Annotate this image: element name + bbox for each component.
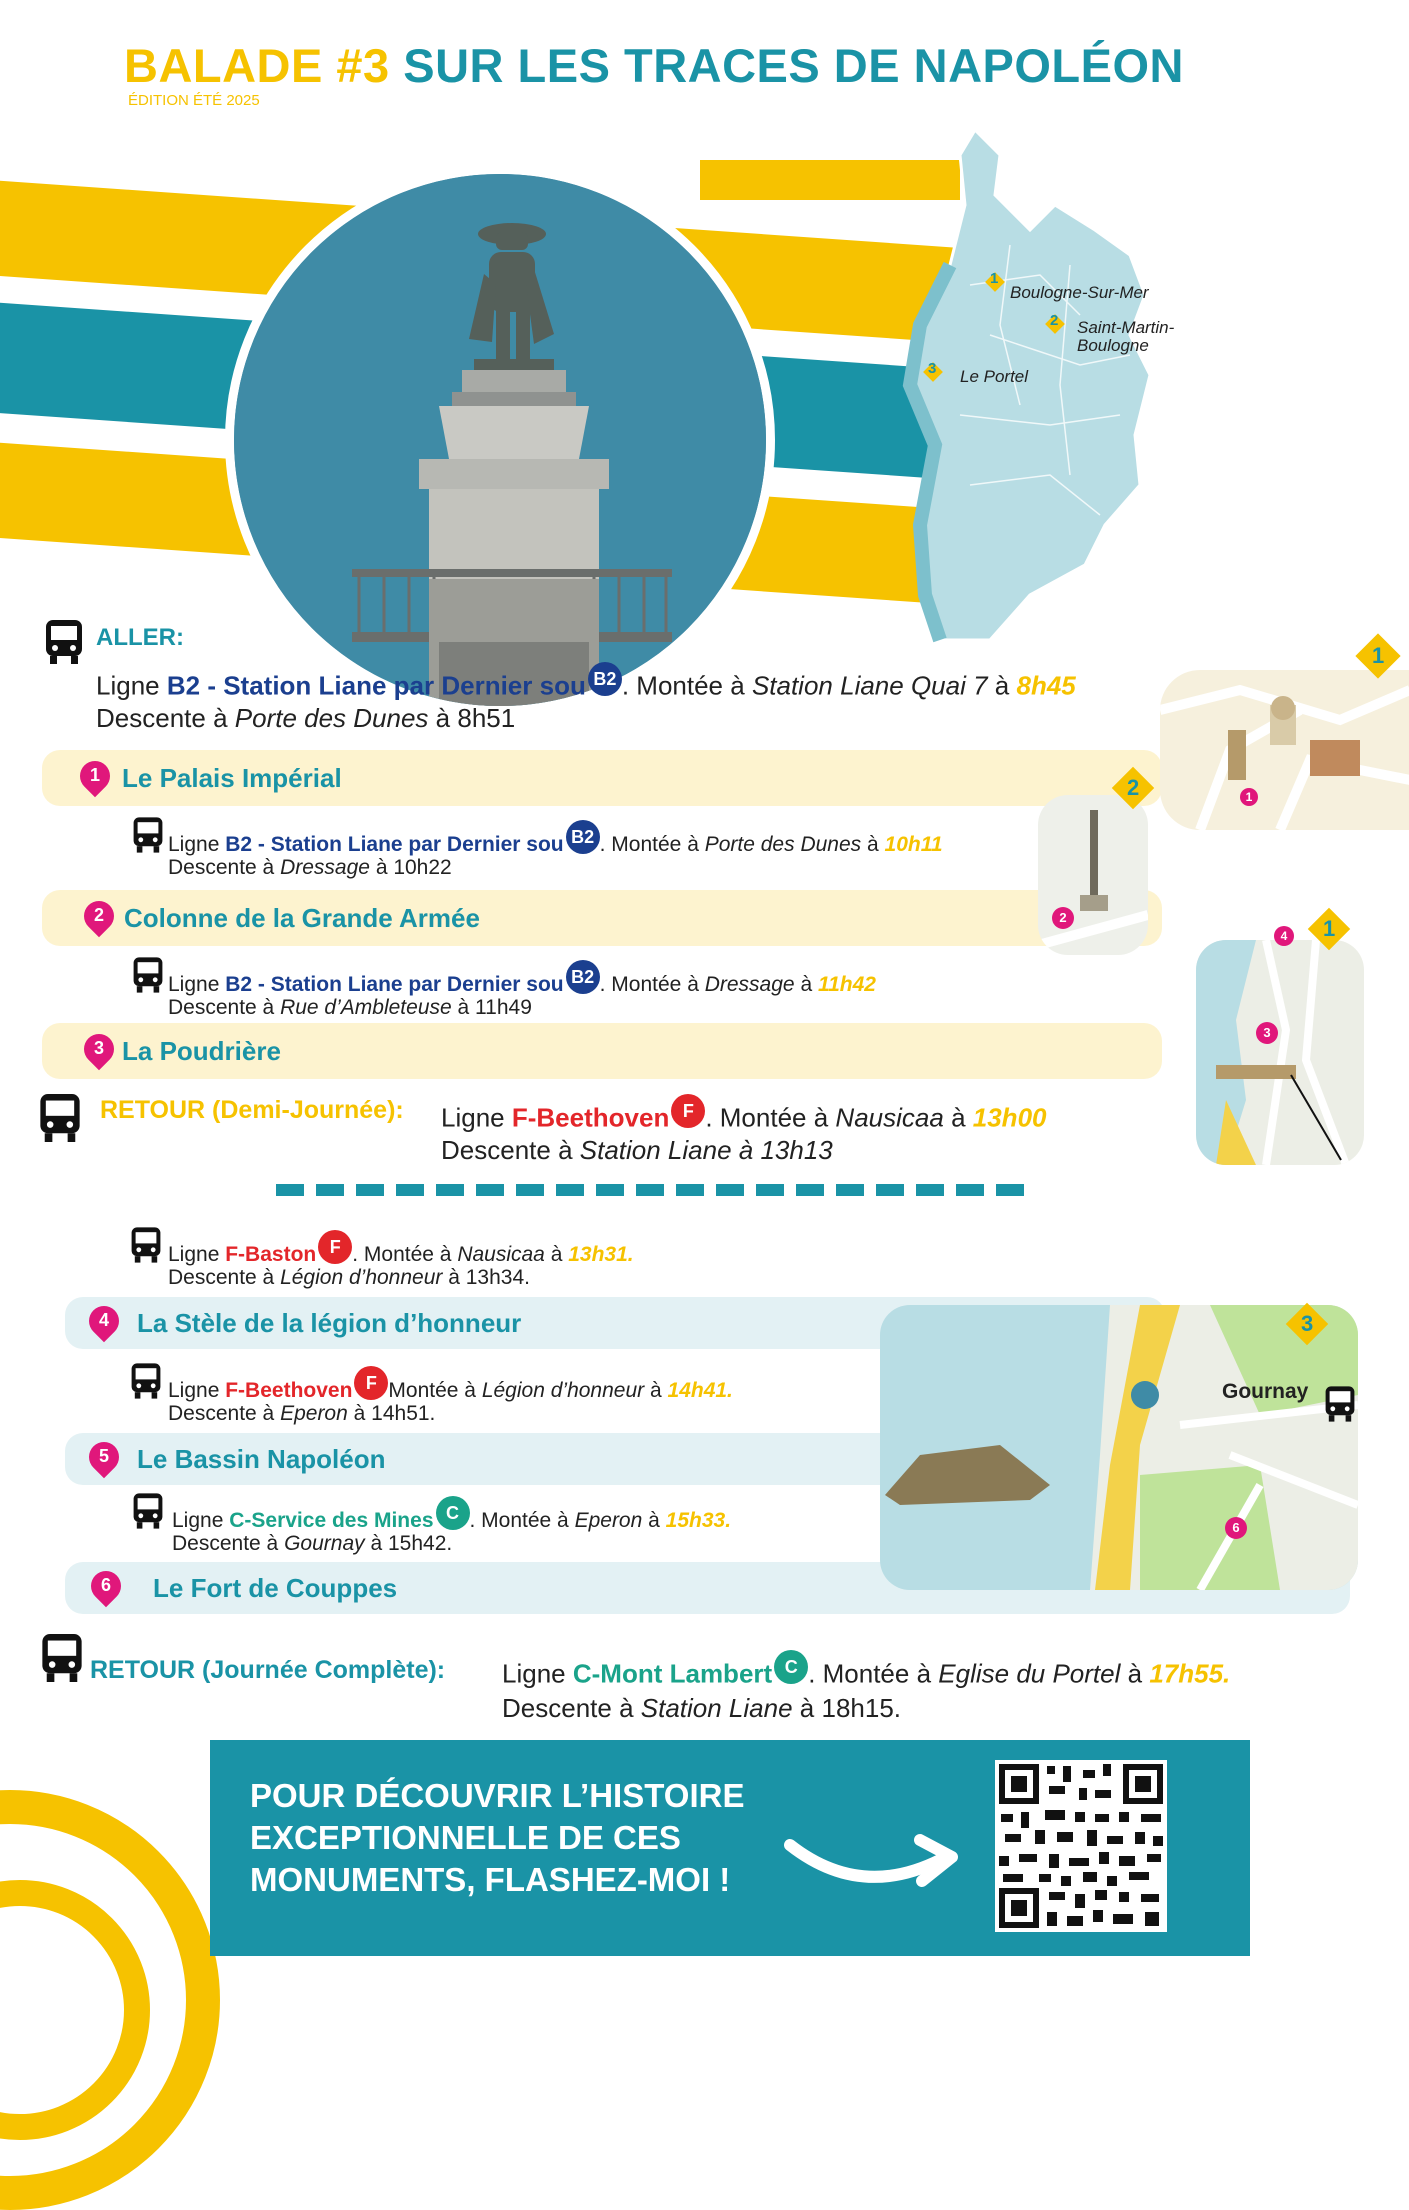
edition-label: ÉDITION ÉTÉ 2025 — [128, 92, 260, 109]
leg-4-descente: Descente à Eperon à 14h51. — [168, 1402, 436, 1425]
bus-icon — [44, 620, 84, 669]
line-badge: B2 — [566, 820, 600, 854]
map-place-gournay: Gournay — [1222, 1380, 1309, 1403]
retour-full-descente: Descente à Station Liane à 18h15. — [502, 1693, 902, 1723]
stop-5-name: Le Bassin Napoléon — [137, 1443, 386, 1474]
line-badge: C — [774, 1650, 808, 1684]
pin-icon: 1 — [78, 761, 112, 795]
region-marker-2: 2 — [1050, 312, 1059, 329]
stop-1-bar — [42, 750, 1162, 806]
qr-code[interactable] — [995, 1760, 1167, 1932]
line-badge: F — [671, 1094, 705, 1128]
leg-1-descente: Descente à Dressage à 10h22 — [168, 856, 452, 879]
stop-3-bar — [42, 1023, 1162, 1079]
stop-3-name: La Poudrière — [122, 1035, 281, 1066]
bus-icon — [132, 956, 164, 999]
stop-6-name: Le Fort de Couppes — [153, 1572, 398, 1603]
pin-icon: 1 — [1240, 788, 1258, 806]
aller-heading: ALLER: — [96, 624, 184, 651]
leg-2-line: Ligne B2 - Station Liane par Dernier sou B2 . Montée à Dressage à 11h42 — [168, 960, 876, 997]
line-badge: F — [318, 1230, 352, 1264]
minimap-colonne — [1038, 775, 1148, 955]
region-label-saint-martin: Saint-Martin- — [1077, 318, 1175, 337]
leg-5-descente: Descente à Gournay à 15h42. — [172, 1532, 453, 1555]
pin-icon: 6 — [1225, 1517, 1247, 1539]
stop-4-name: La Stèle de la légion d’honneur — [137, 1307, 522, 1338]
bus-icon — [40, 1634, 84, 1687]
map-c-star-num: 1 — [1323, 916, 1336, 941]
minimap-poudriere — [1196, 916, 1364, 1170]
cta-text: POUR DÉCOUVRIR L’HISTOIRE EXCEPTIONNELLE DE CES MONUMENTS, FLASHEZ-MOI ! — [250, 1777, 745, 1898]
bus-icon — [38, 1094, 82, 1147]
pin-icon: 4 — [1274, 926, 1294, 946]
leg-4-line: Ligne F-Beethoven F Montée à Légion d’honneur à 14h41. — [168, 1366, 733, 1403]
leg-1-line: Ligne B2 - Station Liane par Dernier sou B2 . Montée à Porte des Dunes à 10h11 — [168, 820, 943, 857]
bus-icon — [132, 1492, 164, 1535]
region-marker-1: 1 — [990, 270, 999, 287]
bus-icon — [132, 816, 164, 859]
leg-3-descente: Descente à Légion d’honneur à 13h34. — [168, 1266, 530, 1289]
region-label-saint-martin-2: Boulogne — [1077, 336, 1149, 355]
minimap-gournay — [880, 1305, 1360, 1595]
retour-full-heading: RETOUR (Journée Complète): — [90, 1656, 446, 1684]
bus-icon — [1324, 1385, 1356, 1428]
bus-icon — [130, 1226, 162, 1269]
stop-1-name: Le Palais Impérial — [122, 762, 342, 793]
retour-full-line: Ligne C-Mont Lambert C . Montée à Eglise du Portel à 17h55. — [502, 1650, 1230, 1690]
pin-icon: 4 — [87, 1306, 121, 1340]
arrow-icon — [780, 1815, 960, 1910]
region-map — [880, 125, 1240, 645]
napoleon-column-photo — [225, 165, 775, 715]
page-title: BALADE #3 SUR LES TRACES DE NAPOLÉON — [124, 39, 1184, 92]
line-badge: C — [436, 1496, 470, 1530]
pin-icon: 3 — [1256, 1022, 1278, 1044]
stop-2-name: Colonne de la Grande Armée — [124, 902, 480, 933]
retour-demi-descente: Descente à Station Liane à 13h13 — [441, 1135, 833, 1165]
line-badge: F — [354, 1366, 388, 1400]
map-b-star-num: 2 — [1127, 775, 1140, 800]
minimap-palais — [1160, 643, 1409, 830]
leg-2-descente: Descente à Rue d’Ambleteuse à 11h49 — [168, 996, 532, 1019]
pin-icon: 6 — [89, 1571, 123, 1605]
aller-line: Ligne B2 - Station Liane par Dernier sou B2 . Montée à Station Liane Quai 7 à 8h45 — [96, 662, 1076, 702]
region-label-le-portel: Le Portel — [960, 367, 1029, 386]
leg-3-line: Ligne F-Baston F . Montée à Nausicaa à 13h31. — [168, 1230, 634, 1267]
pin-icon: 2 — [1052, 907, 1074, 929]
line-badge: B2 — [566, 960, 600, 994]
retour-demi-line: Ligne F-Beethoven F . Montée à Nausicaa à 13h00 — [441, 1094, 1047, 1134]
section-divider — [276, 1184, 1036, 1196]
map-d-star-num: 3 — [1301, 1311, 1314, 1336]
leg-5-line: Ligne C-Service des Mines C . Montée à Eperon à 15h33. — [172, 1496, 731, 1533]
pin-icon: 5 — [87, 1442, 121, 1476]
stop-2-bar — [42, 890, 1162, 946]
pin-icon: 3 — [82, 1034, 116, 1068]
retour-demi-heading: RETOUR (Demi-Journée): — [100, 1096, 404, 1124]
map-a-star-num: 1 — [1372, 643, 1385, 668]
pin-icon: 2 — [82, 901, 116, 935]
region-marker-3: 3 — [928, 360, 937, 377]
bus-icon — [130, 1362, 162, 1405]
line-badge: B2 — [588, 662, 622, 696]
region-label-boulogne: Boulogne-Sur-Mer — [1010, 283, 1149, 302]
aller-descente: Descente à Porte des Dunes à 8h51 — [96, 703, 516, 733]
